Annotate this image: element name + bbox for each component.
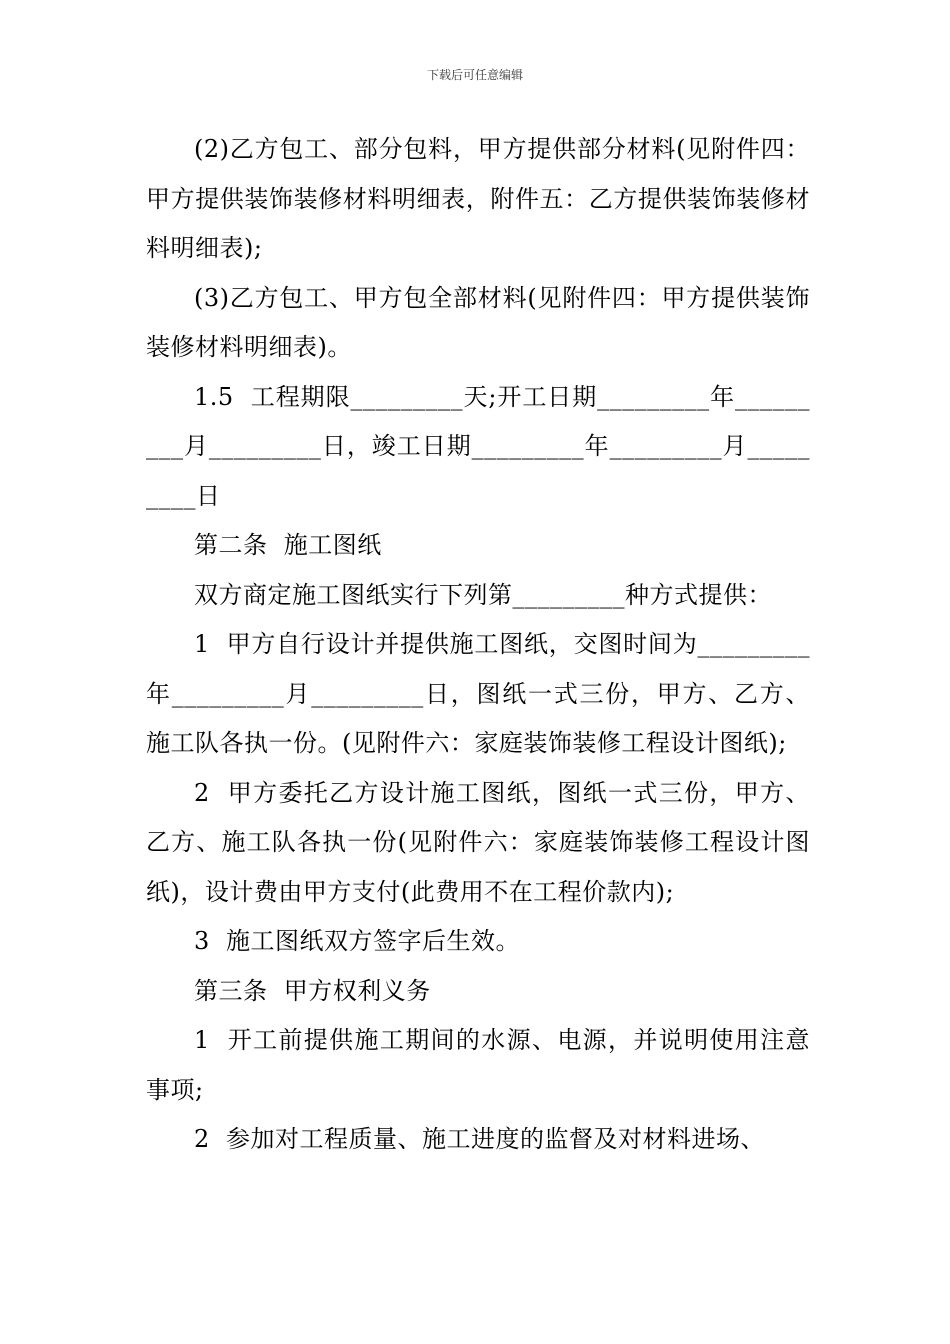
paragraph-option-3: (3)乙方包工、甲方包全部材料(见附件四：甲方提供装饰装修材料明细表)。 bbox=[146, 283, 810, 361]
paragraph-drawing-item-1: 1 甲方自行设计并提供施工图纸，交图时间为_________年_________月_________日，图纸一式三份，甲方、乙方、施工队各执一份。(见附件六：家庭装饰装修工程设计图纸); bbox=[146, 630, 810, 757]
document-body bbox=[146, 125, 810, 1165]
paragraph-project-period: 1.5 工程期限_________天;开工日期_________年_________月_________日，竣工日期_________年_________月_________日 bbox=[146, 382, 810, 510]
article-3-heading: 第三条 甲方权利义务 bbox=[194, 976, 431, 1005]
paragraph-party-a-item-2: 2 参加对工程质量、施工进度的监督及对材料进场、 bbox=[194, 1125, 766, 1153]
article-2-heading: 第二条 施工图纸 bbox=[194, 531, 382, 559]
paragraph-option-2: (2)乙方包工、部分包料，甲方提供部分材料(见附件四：甲方提供装饰装修材料明细表，附件五：乙方提供装饰装修材料明细表); bbox=[146, 135, 810, 262]
page-header-note: 下载后可任意编辑 bbox=[426, 68, 523, 82]
paragraph-party-a-item-1: 1 开工前提供施工期间的水源、电源，并说明使用注意事项; bbox=[146, 1026, 810, 1104]
paragraph-drawing-item-2: 2 甲方委托乙方设计施工图纸，图纸一式三份，甲方、乙方、施工队各执一份(见附件六：家庭装饰装修工程设计图纸)，设计费由甲方支付(此费用不在工程价款内); bbox=[146, 778, 810, 906]
paragraph-drawing-method: 双方商定施工图纸实行下列第_________种方式提供： bbox=[194, 580, 772, 609]
paragraph-drawing-item-3: 3 施工图纸双方签字后生效。 bbox=[194, 927, 521, 955]
